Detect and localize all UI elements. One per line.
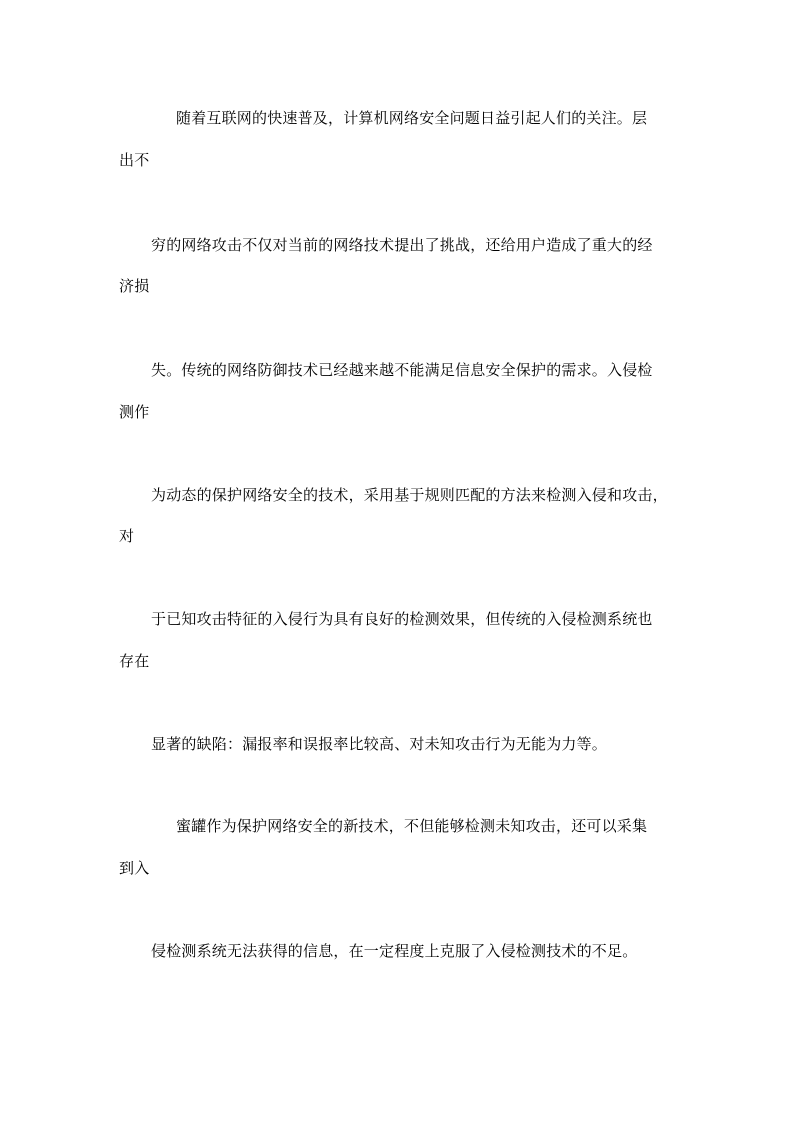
paragraph-2-line-1-wrap: 到入 <box>119 859 150 877</box>
paragraph-1-line-2: 穷的网络攻击不仅对当前的网络技术提出了挑战，还给用户造成了重大的经 <box>151 236 653 254</box>
paragraph-1-line-3-wrap: 测作 <box>119 403 150 421</box>
paragraph-1-line-4: 为动态的保护网络安全的技术，采用基于规则匹配的方法来检测入侵和攻击， <box>151 486 668 504</box>
paragraph-2-line-2: 侵检测系统无法获得的信息，在一定程度上克服了入侵检测技术的不足。 <box>151 942 638 960</box>
paragraph-1-line-1: 随着互联网的快速普及，计算机网络安全问题日益引起人们的关注。层 <box>176 109 648 127</box>
paragraph-1-line-5: 于已知攻击特征的入侵行为具有良好的检测效果，但传统的入侵检测系统也 <box>151 610 653 628</box>
paragraph-1-line-5-wrap: 存在 <box>119 652 150 670</box>
paragraph-1-line-1-wrap: 出不 <box>119 151 150 169</box>
paragraph-1-line-3: 失。传统的网络防御技术已经越来越不能满足信息安全保护的需求。入侵检 <box>151 361 653 379</box>
paragraph-1-line-4-wrap: 对 <box>119 527 135 545</box>
paragraph-1-line-6: 显著的缺陷：漏报率和误报率比较高、对未知攻击行为无能为力等。 <box>151 735 608 753</box>
paragraph-1-line-2-wrap: 济损 <box>119 277 150 295</box>
paragraph-2-line-1: 蜜罐作为保护网络安全的新技术，不但能够检测未知攻击，还可以采集 <box>176 817 648 835</box>
